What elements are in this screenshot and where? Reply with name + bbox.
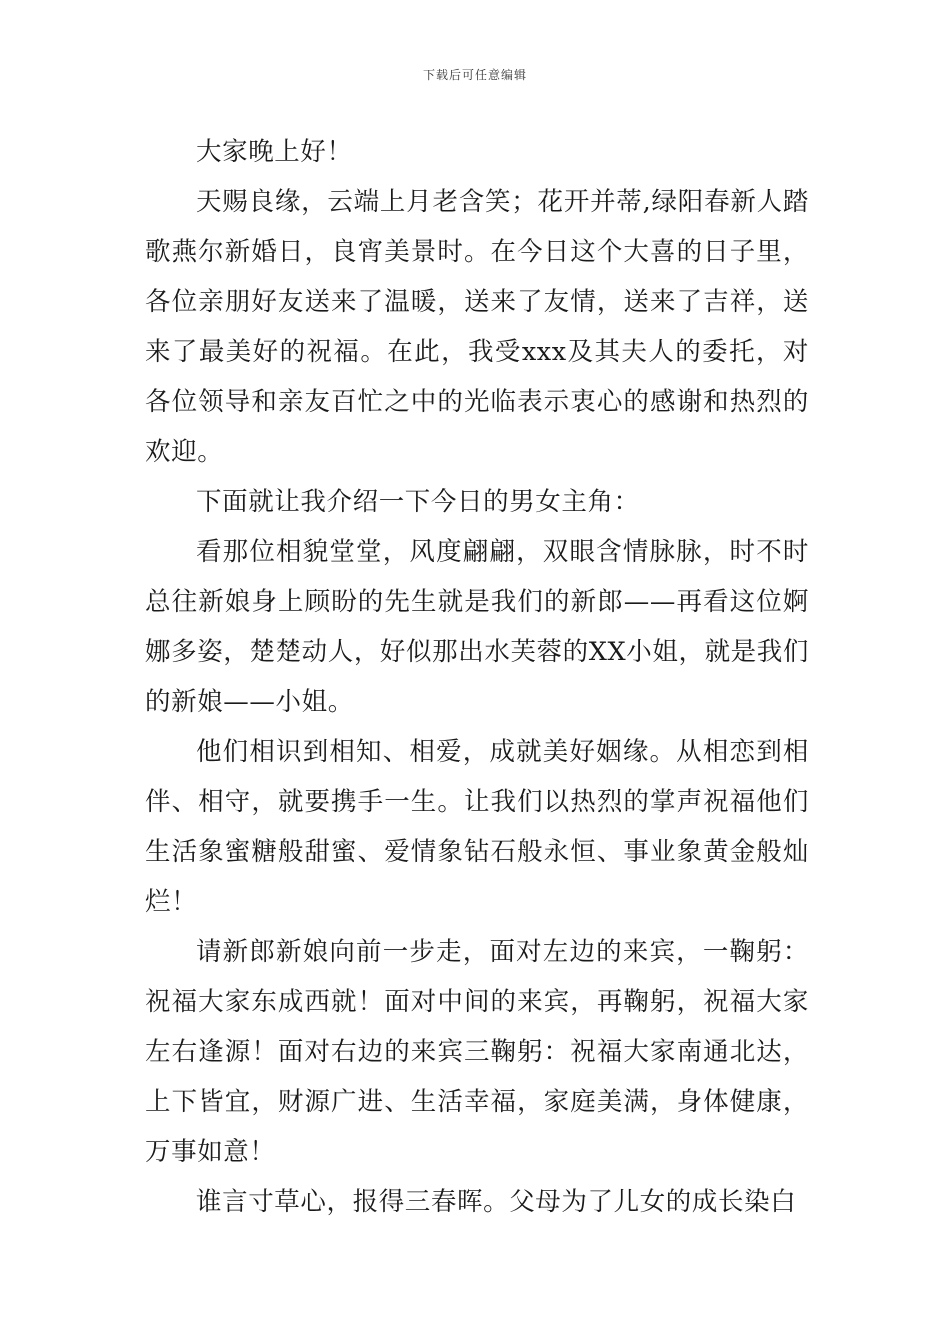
paragraph-bowing: 请新郎新娘向前一步走，面对左边的来宾，一鞠躬：祝福大家东成西就！面对中间的来宾，再鞠躬，祝福大家左右逢源！面对右边的来宾三鞠躬：祝福大家南通北达，上下皆宜，财源广进、生活幸福，家庭美满，身体健康，万事如意！ bbox=[145, 937, 809, 1167]
paragraph-introduction: 下面就让我介绍一下今日的男女主角： bbox=[196, 487, 640, 517]
paragraph-couple-description: 看那位相貌堂堂，风度翩翩，双眼含情脉脉，时不时总往新娘身上顾盼的先生就是我们的新郎——再看这位婀娜多姿，楚楚动人，好似那出水芙蓉的XX小姐，就是我们的新娘——小姐。 bbox=[145, 537, 809, 717]
paragraph-wishes: 他们相识到相知、相爱，成就美好姻缘。从相恋到相伴、相守，就要携手一生。让我们以热烈的掌声祝福他们生活象蜜糖般甜蜜、爱情象钻石般永恒、事业象黄金般灿烂！ bbox=[145, 737, 809, 917]
paragraph-greeting: 大家晚上好！ bbox=[196, 137, 353, 167]
paragraph-blessing: 天赐良缘，云端上月老含笑；花开并蒂,绿阳春新人踏歌燕尔新婚日，良宵美景时。在今日这个大喜的日子里，各位亲朋好友送来了温暖，送来了友情，送来了吉祥，送来了最美好的祝福。在此，我受xxx及其夫人的委托，对各位领导和亲友百忙之中的光临表示衷心的感谢和热烈的欢迎。 bbox=[145, 187, 809, 467]
document-body bbox=[145, 127, 809, 1227]
page-header: 下载后可任意编辑 bbox=[422, 68, 527, 82]
paragraph-parents: 谁言寸草心，报得三春晖。父母为了儿女的成长染白 bbox=[196, 1187, 797, 1217]
